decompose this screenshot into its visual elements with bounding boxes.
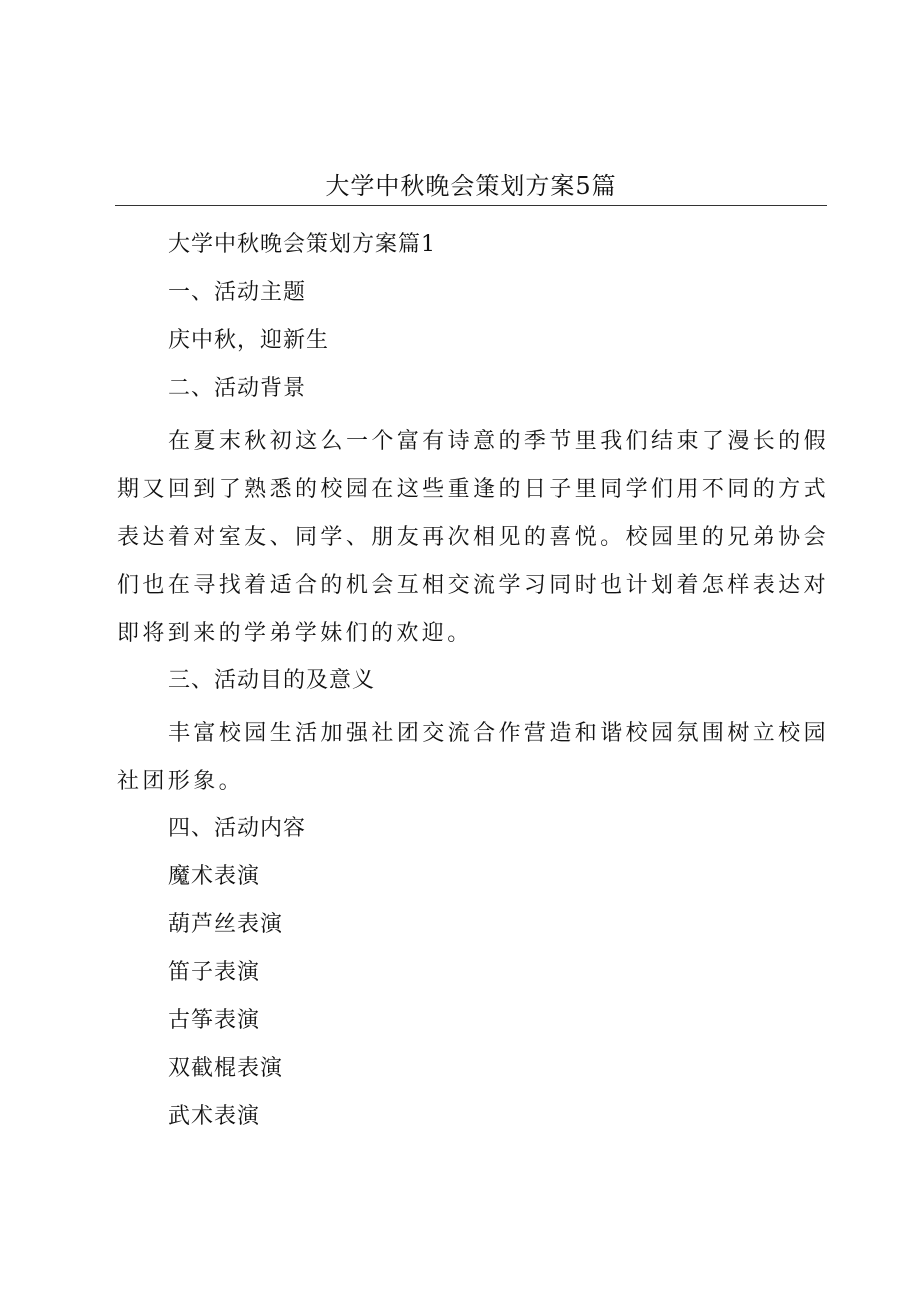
document-body (117, 226, 829, 1146)
document-title: 大学中秋晚会策划方案5篇 (325, 172, 617, 200)
title-divider (115, 205, 827, 206)
theme-text: 庆中秋，迎新生 (168, 328, 330, 353)
section-heading: 大学中秋晚会策划方案篇1 (168, 232, 436, 257)
activity-item: 葫芦丝表演 (168, 912, 284, 937)
activity-item: 古筝表演 (168, 1008, 261, 1033)
purpose-paragraph: 丰富校园生活加强社团交流合作营造和谐校园氛围树立校园社团形象。 (117, 721, 829, 794)
heading-theme: 一、活动主题 (168, 280, 307, 305)
background-paragraph: 在夏末秋初这么一个富有诗意的季节里我们结束了漫长的假期又回到了熟悉的校园在这些重逢的日子里同学们用不同的方式表达着对室友、同学、朋友再次相见的喜悦。校园里的兄弟协会们也在寻找着适合的机会互相交流学习同时也计划着怎样表达对即将到来的学弟学妹们的欢迎。 (117, 429, 829, 646)
heading-content: 四、活动内容 (168, 816, 307, 841)
heading-purpose: 三、活动目的及意义 (168, 668, 376, 693)
activity-item: 魔术表演 (168, 864, 261, 889)
activity-item: 武术表演 (168, 1104, 261, 1129)
heading-background: 二、活动背景 (168, 376, 307, 401)
activity-item: 笛子表演 (168, 960, 261, 985)
activity-item: 双截棍表演 (168, 1056, 284, 1081)
